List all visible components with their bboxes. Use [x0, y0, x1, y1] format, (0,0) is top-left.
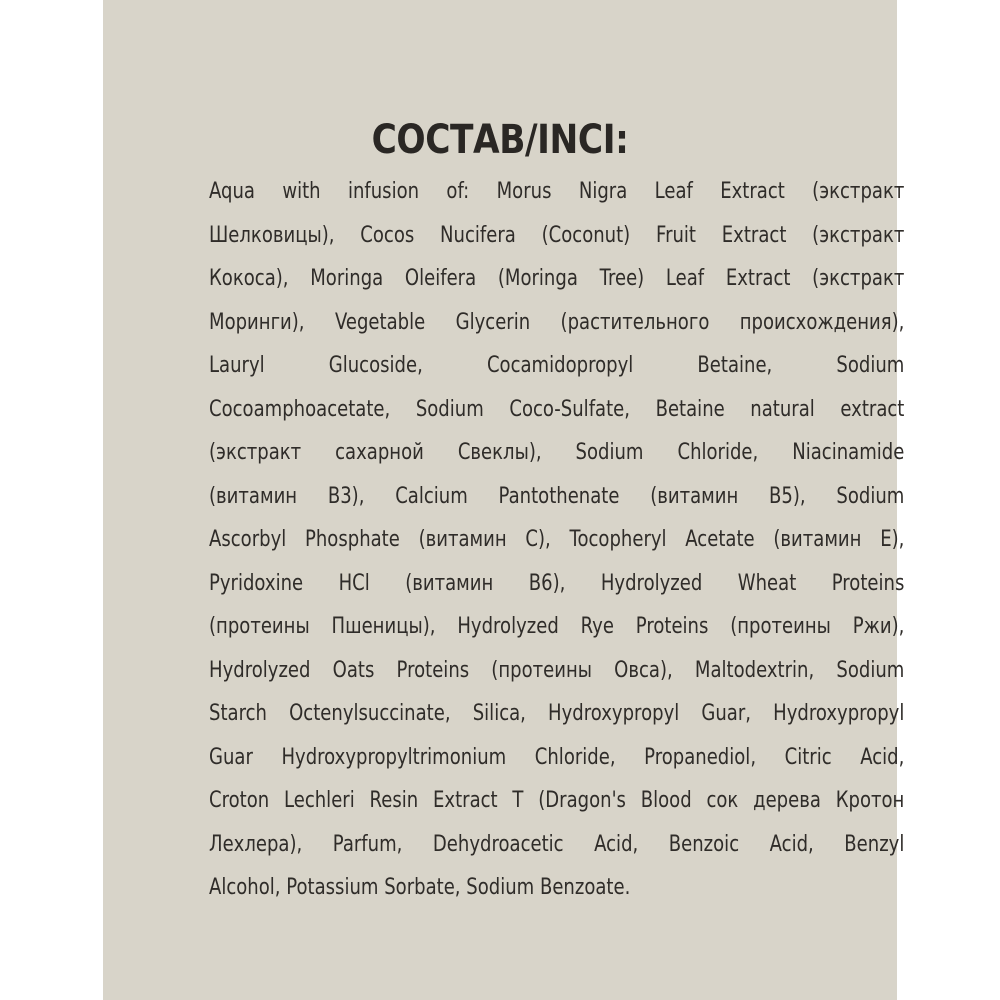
ingredients-line: (экстракт сахарной Свеклы), Sodium Chloride, Niacinamide — [209, 440, 905, 465]
ingredients-line: Croton Lechleri Resin Extract T (Dragon's Blood сок дерева Кротон — [209, 788, 905, 813]
ingredients-line: Alcohol, Potassium Sorbate, Sodium Benzoate. — [209, 875, 631, 900]
ingredients-line: Кокоса), Moringa Oleifera (Moringa Tree) Leaf Extract (экстракт — [209, 266, 905, 291]
ingredients-text — [209, 170, 905, 910]
ingredients-line: Lauryl Glucoside, Cocamidopropyl Betaine, Sodium — [209, 353, 905, 378]
ingredients-line: (протеины Пшеницы), Hydrolyzed Rye Proteins (протеины Ржи), — [209, 614, 905, 639]
ingredients-line: Starch Octenylsuccinate, Silica, Hydroxypropyl Guar, Hydroxypropyl — [209, 701, 905, 726]
ingredients-line: Лехлера), Parfum, Dehydroacetic Acid, Benzoic Acid, Benzyl — [209, 831, 905, 857]
ingredients-line: (витамин B3), Calcium Pantothenate (витамин B5), Sodium — [209, 483, 905, 509]
ingredients-line: Hydrolyzed Oats Proteins (протеины Овса), Maltodextrin, Sodium — [209, 657, 905, 683]
ingredients-line: Ascorbyl Phosphate (витамин C), Tocopheryl Acetate (витамин E), — [209, 527, 905, 552]
ingredients-heading: СОСТАВ/INCI: — [371, 117, 629, 163]
ingredients-panel — [103, 0, 905, 1000]
ingredients-line: Guar Hydroxypropyltrimonium Chloride, Propanediol, Citric Acid, — [209, 744, 905, 770]
ingredients-line: Шелковицы), Cocos Nucifera (Coconut) Fruit Extract (экстракт — [209, 222, 905, 248]
ingredients-line: Моринги), Vegetable Glycerin (растительного происхождения), — [209, 309, 905, 335]
ingredients-line: Cocoamphoacetate, Sodium Coco-Sulfate, Betaine natural extract — [209, 396, 905, 422]
ingredients-line: Aqua with infusion of: Morus Nigra Leaf Extract (экстракт — [209, 179, 905, 204]
ingredients-line: Pyridoxine HCl (витамин B6), Hydrolyzed Wheat Proteins — [209, 570, 905, 596]
